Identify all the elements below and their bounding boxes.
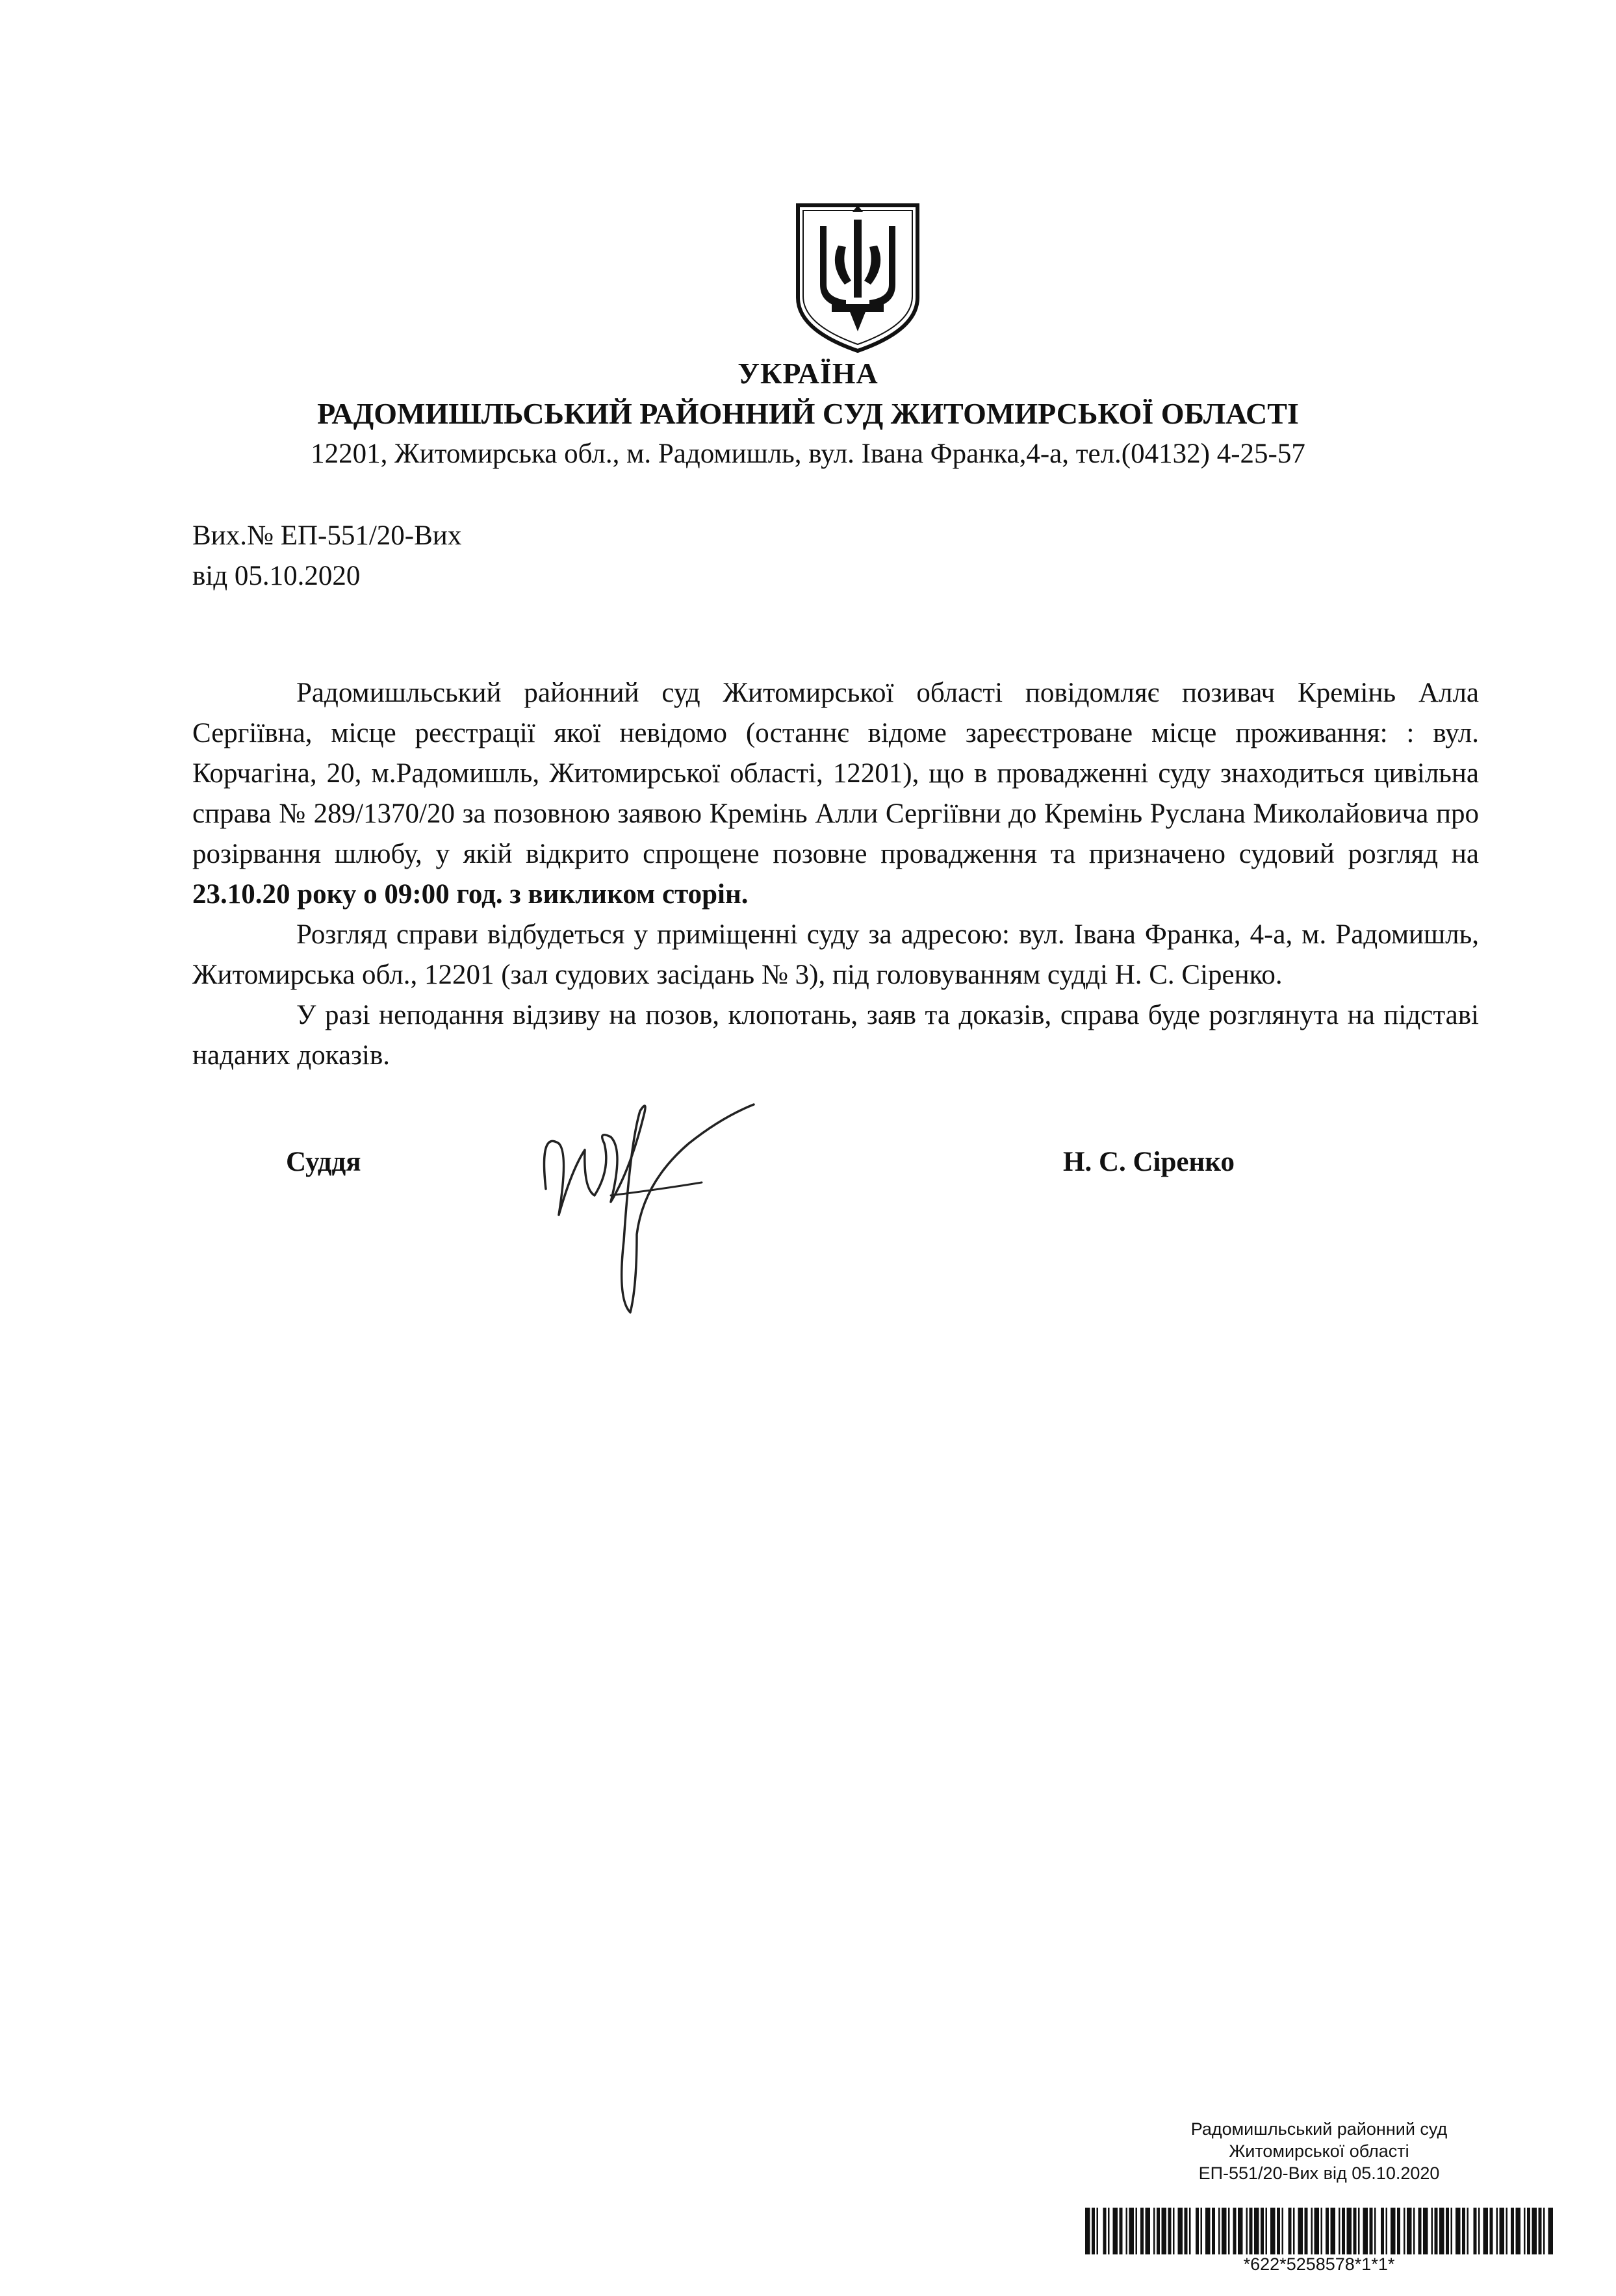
barcode-number: *622*5258578*1*1* (1243, 2254, 1395, 2274)
handwritten-signature (533, 1091, 780, 1351)
stamp-number-line: ЕП-551/20-Вих від 05.10.2020 (1198, 2163, 1440, 2183)
court-name-heading: РАДОМИШЛЬСЬКИЙ РАЙОННИЙ СУД ЖИТОМИРСЬКОЇ ОБЛАСТІ (317, 397, 1299, 430)
paragraph-hearing-location: Розгляд справи відбудеться у приміщенні суду за адресою: вул. Івана Франка, 4-а, м. Радомишль, Житомирська обл., 12201 (зал судових засідань № 3), під головуванням судді Н. С. Сіренко. (192, 919, 1479, 990)
judge-name: Н. С. Сіренко (1063, 1147, 1235, 1177)
stamp-region-line: Житомирської області (1229, 2141, 1409, 2161)
notice-text: Радомишльський районний суд Житомирської області повідомляє позивач Кремінь Алла Сергіївна, місце реєстрації якої невідомо (останнє відоме зареєстроване місце проживання: : вул. Корчагіна, 20, м.Радомишль, Житомирської області, 12201), що в провадженні суду знаходиться цивільна справа № 289/1370/20 за позовною заявою Кремінь Алли Сергіївни до Кремінь Руслана Миколайовича про розірвання шлюбу, у якій відкрито спрощене позовне провадження та призначено судовий розгляд на (192, 678, 1479, 869)
hearing-date-text: 23.10.20 року о 09:00 год. з викликом сторін. (192, 879, 749, 910)
outgoing-date: від 05.10.2020 (192, 561, 361, 591)
paragraph-notice (192, 673, 1479, 915)
country-heading: УКРАЇНА (737, 357, 879, 390)
judge-title: Суддя (286, 1147, 361, 1177)
letter-body (192, 673, 1479, 1076)
ukraine-coat-of-arms-icon (793, 200, 923, 356)
paragraph-consequences: У разі неподання відзиву на позов, клопотань, заяв та доказів, справа буде розглянута на підставі наданих доказів. (192, 1000, 1479, 1071)
stamp-court-line: Радомишльський районний суд (1190, 2119, 1448, 2139)
court-address: 12201, Житомирська обл., м. Радомишль, вул. Івана Франка,4-а, тел.(04132) 4-25-57 (311, 439, 1305, 469)
barcode (1085, 2208, 1553, 2254)
registration-stamp (1085, 2118, 1553, 2184)
outgoing-number: Вих.№ ЕП-551/20-Вих (192, 520, 462, 551)
